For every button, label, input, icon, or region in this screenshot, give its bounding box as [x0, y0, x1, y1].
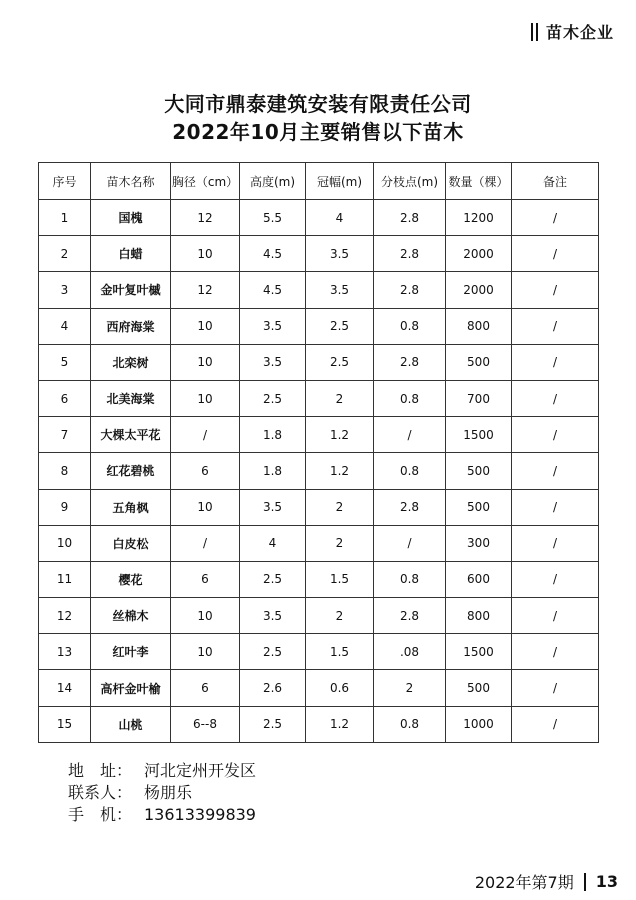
cell-index: 15	[39, 706, 91, 742]
cell-index: 6	[39, 380, 91, 416]
address-value: 河北定州开发区	[144, 761, 257, 780]
table-body	[39, 200, 599, 743]
table-row	[39, 308, 599, 344]
table-row	[39, 706, 599, 742]
cell-branch-point: 2	[374, 670, 446, 706]
cell-diameter: 10	[171, 489, 240, 525]
header-cell-remarks: 备注	[512, 163, 599, 200]
cell-quantity: 800	[446, 308, 512, 344]
contact-info	[68, 760, 256, 826]
contact-person-label: 联系人：	[68, 783, 133, 802]
cell-height: 1.8	[240, 417, 306, 453]
cell-branch-point: 0.8	[374, 308, 446, 344]
table-row	[39, 453, 599, 489]
cell-diameter: 12	[171, 200, 240, 236]
cell-diameter: 10	[171, 380, 240, 416]
section-header	[531, 20, 614, 43]
cell-remarks: /	[512, 272, 599, 308]
cell-name: 北美海棠	[91, 380, 171, 416]
contact-person-value: 杨朋乐	[144, 783, 193, 802]
cell-branch-point: 0.8	[374, 706, 446, 742]
table-row	[39, 380, 599, 416]
cell-quantity: 300	[446, 525, 512, 561]
cell-quantity: 500	[446, 489, 512, 525]
cell-index: 13	[39, 634, 91, 670]
cell-branch-point: 0.8	[374, 453, 446, 489]
cell-diameter: 6	[171, 670, 240, 706]
cell-crown: 1.5	[306, 561, 374, 597]
table-header-row	[39, 163, 599, 200]
cell-remarks: /	[512, 417, 599, 453]
header-bar-decoration	[536, 23, 538, 41]
phone-row	[68, 804, 256, 826]
cell-index: 8	[39, 453, 91, 489]
cell-remarks: /	[512, 706, 599, 742]
cell-remarks: /	[512, 200, 599, 236]
cell-quantity: 1000	[446, 706, 512, 742]
cell-remarks: /	[512, 236, 599, 272]
cell-crown: 2	[306, 598, 374, 634]
cell-branch-point: 2.8	[374, 598, 446, 634]
header-cell-index: 序号	[39, 163, 91, 200]
cell-crown: 2	[306, 525, 374, 561]
cell-branch-point: 0.8	[374, 561, 446, 597]
cell-remarks: /	[512, 344, 599, 380]
cell-quantity: 700	[446, 380, 512, 416]
header-cell-height: 高度(m)	[240, 163, 306, 200]
cell-height: 3.5	[240, 489, 306, 525]
cell-branch-point: 0.8	[374, 380, 446, 416]
cell-branch-point: .08	[374, 634, 446, 670]
cell-crown: 1.2	[306, 417, 374, 453]
cell-name: 西府海棠	[91, 308, 171, 344]
cell-height: 2.5	[240, 634, 306, 670]
cell-remarks: /	[512, 598, 599, 634]
cell-diameter: /	[171, 525, 240, 561]
table-row	[39, 670, 599, 706]
cell-quantity: 500	[446, 344, 512, 380]
cell-remarks: /	[512, 670, 599, 706]
cell-diameter: 12	[171, 272, 240, 308]
footer-separator	[584, 873, 586, 891]
header-cell-diameter: 胸径（cm）	[171, 163, 240, 200]
cell-diameter: 10	[171, 634, 240, 670]
cell-crown: 2.5	[306, 344, 374, 380]
cell-quantity: 2000	[446, 272, 512, 308]
cell-remarks: /	[512, 380, 599, 416]
cell-quantity: 500	[446, 453, 512, 489]
company-title: 大同市鼎泰建筑安装有限责任公司	[164, 92, 472, 116]
cell-name: 红花碧桃	[91, 453, 171, 489]
cell-crown: 1.5	[306, 634, 374, 670]
cell-index: 7	[39, 417, 91, 453]
cell-quantity: 2000	[446, 236, 512, 272]
cell-index: 3	[39, 272, 91, 308]
cell-crown: 2.5	[306, 308, 374, 344]
cell-index: 11	[39, 561, 91, 597]
cell-name: 白皮松	[91, 525, 171, 561]
cell-diameter: 10	[171, 598, 240, 634]
cell-index: 4	[39, 308, 91, 344]
cell-index: 14	[39, 670, 91, 706]
cell-remarks: /	[512, 308, 599, 344]
table-row	[39, 200, 599, 236]
cell-height: 2.5	[240, 561, 306, 597]
cell-diameter: 6	[171, 561, 240, 597]
table-row	[39, 272, 599, 308]
cell-remarks: /	[512, 561, 599, 597]
cell-index: 12	[39, 598, 91, 634]
table-row	[39, 417, 599, 453]
cell-height: 4.5	[240, 272, 306, 308]
cell-crown: 2	[306, 489, 374, 525]
table-row	[39, 561, 599, 597]
cell-height: 2.5	[240, 706, 306, 742]
cell-name: 北栾树	[91, 344, 171, 380]
cell-height: 2.6	[240, 670, 306, 706]
header-cell-branch-point: 分枝点(m)	[374, 163, 446, 200]
cell-branch-point: /	[374, 417, 446, 453]
section-title: 苗木企业	[545, 23, 614, 42]
header-cell-quantity: 数量（棵）	[446, 163, 512, 200]
cell-quantity: 600	[446, 561, 512, 597]
cell-name: 大棵太平花	[91, 417, 171, 453]
cell-crown: 2	[306, 380, 374, 416]
table-row	[39, 236, 599, 272]
page-number: 13	[595, 872, 618, 891]
cell-remarks: /	[512, 453, 599, 489]
table-row	[39, 634, 599, 670]
cell-name: 国槐	[91, 200, 171, 236]
cell-diameter: 10	[171, 344, 240, 380]
cell-name: 山桃	[91, 706, 171, 742]
issue-label: 2022年第7期	[474, 873, 574, 892]
cell-crown: 4	[306, 200, 374, 236]
cell-crown: 0.6	[306, 670, 374, 706]
cell-quantity: 800	[446, 598, 512, 634]
cell-branch-point: 2.8	[374, 344, 446, 380]
cell-index: 2	[39, 236, 91, 272]
cell-diameter: 6--8	[171, 706, 240, 742]
table-row	[39, 344, 599, 380]
cell-height: 3.5	[240, 598, 306, 634]
phone-value: 13613399839	[144, 805, 256, 824]
cell-name: 樱花	[91, 561, 171, 597]
cell-index: 5	[39, 344, 91, 380]
cell-height: 4.5	[240, 236, 306, 272]
table-row	[39, 525, 599, 561]
header-bar-decoration	[531, 23, 533, 41]
cell-height: 2.5	[240, 380, 306, 416]
cell-quantity: 1500	[446, 634, 512, 670]
cell-crown: 3.5	[306, 236, 374, 272]
cell-branch-point: 2.8	[374, 272, 446, 308]
cell-index: 10	[39, 525, 91, 561]
contact-person-row	[68, 782, 256, 804]
page-footer	[475, 870, 618, 893]
cell-quantity: 1500	[446, 417, 512, 453]
nursery-stock-table	[38, 162, 599, 743]
cell-crown: 1.2	[306, 453, 374, 489]
header-cell-name: 苗木名称	[91, 163, 171, 200]
cell-quantity: 1200	[446, 200, 512, 236]
header-cell-crown: 冠幅(m)	[306, 163, 374, 200]
cell-crown: 1.2	[306, 706, 374, 742]
phone-label: 手 机：	[68, 805, 133, 824]
document-subtitle: 2022年10月主要销售以下苗木	[172, 120, 464, 144]
table-row	[39, 598, 599, 634]
cell-name: 金叶复叶槭	[91, 272, 171, 308]
cell-name: 高杆金叶榆	[91, 670, 171, 706]
cell-height: 5.5	[240, 200, 306, 236]
cell-diameter: /	[171, 417, 240, 453]
cell-crown: 3.5	[306, 272, 374, 308]
cell-index: 9	[39, 489, 91, 525]
cell-height: 1.8	[240, 453, 306, 489]
address-label: 地 址：	[68, 761, 133, 780]
cell-name: 五角枫	[91, 489, 171, 525]
cell-height: 3.5	[240, 344, 306, 380]
cell-height: 3.5	[240, 308, 306, 344]
cell-remarks: /	[512, 525, 599, 561]
cell-diameter: 10	[171, 308, 240, 344]
cell-diameter: 10	[171, 236, 240, 272]
table-row	[39, 489, 599, 525]
address-row	[68, 760, 256, 782]
cell-quantity: 500	[446, 670, 512, 706]
cell-height: 4	[240, 525, 306, 561]
cell-remarks: /	[512, 489, 599, 525]
cell-name: 白蜡	[91, 236, 171, 272]
cell-name: 红叶李	[91, 634, 171, 670]
cell-name: 丝棉木	[91, 598, 171, 634]
cell-branch-point: 2.8	[374, 236, 446, 272]
cell-branch-point: 2.8	[374, 200, 446, 236]
cell-branch-point: 2.8	[374, 489, 446, 525]
cell-index: 1	[39, 200, 91, 236]
cell-remarks: /	[512, 634, 599, 670]
cell-diameter: 6	[171, 453, 240, 489]
cell-branch-point: /	[374, 525, 446, 561]
